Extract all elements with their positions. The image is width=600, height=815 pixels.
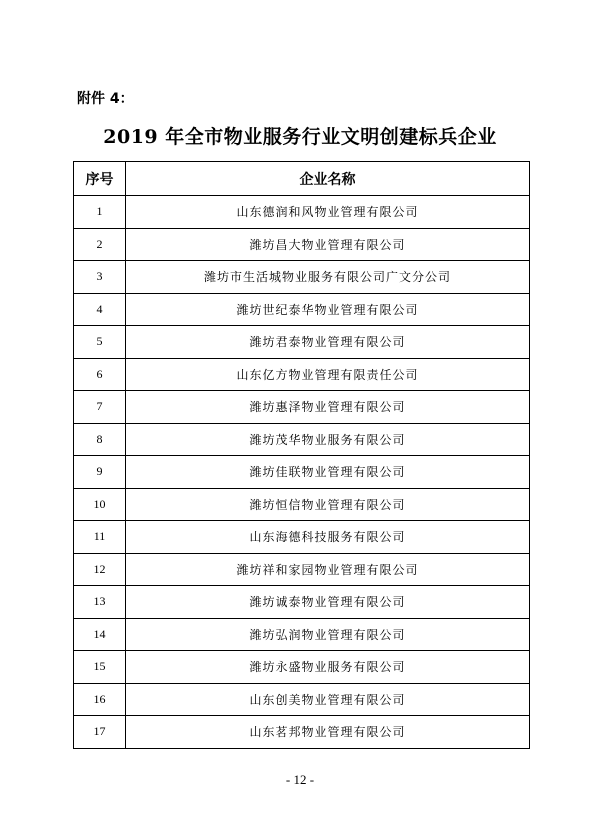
row-index: 15 — [74, 651, 126, 684]
table-row — [74, 261, 530, 294]
attachment-label: 附件 4： — [77, 91, 134, 107]
header-name: 企业名称 — [126, 162, 530, 196]
row-enterprise-name: 潍坊昌大物业管理有限公司 — [126, 228, 530, 261]
row-enterprise-name: 山东海德科技服务有限公司 — [126, 521, 530, 554]
row-enterprise-name: 潍坊弘润物业管理有限公司 — [126, 618, 530, 651]
row-enterprise-name: 潍坊佳联物业管理有限公司 — [126, 456, 530, 489]
row-enterprise-name: 山东创美物业管理有限公司 — [126, 683, 530, 716]
enterprise-table — [73, 161, 530, 749]
row-index: 11 — [74, 521, 126, 554]
table-row — [74, 391, 530, 424]
document-title: 2019 年全市物业服务行业文明创建标兵企业 — [103, 126, 497, 148]
row-enterprise-name: 潍坊茂华物业服务有限公司 — [126, 423, 530, 456]
table-row — [74, 358, 530, 391]
table-row — [74, 618, 530, 651]
row-enterprise-name: 潍坊市生活城物业服务有限公司广文分公司 — [126, 261, 530, 294]
row-index: 6 — [74, 358, 126, 391]
header-index: 序号 — [74, 162, 126, 196]
table-row — [74, 586, 530, 619]
row-index: 1 — [74, 196, 126, 229]
table-header-row — [74, 162, 530, 196]
table-row — [74, 553, 530, 586]
row-enterprise-name: 山东德润和风物业管理有限公司 — [126, 196, 530, 229]
row-enterprise-name: 潍坊祥和家园物业管理有限公司 — [126, 553, 530, 586]
row-index: 2 — [74, 228, 126, 261]
row-enterprise-name: 潍坊诚泰物业管理有限公司 — [126, 586, 530, 619]
row-enterprise-name: 潍坊世纪泰华物业管理有限公司 — [126, 293, 530, 326]
row-index: 7 — [74, 391, 126, 424]
table-row — [74, 326, 530, 359]
row-index: 3 — [74, 261, 126, 294]
table-row — [74, 651, 530, 684]
row-index: 10 — [74, 488, 126, 521]
table-row — [74, 488, 530, 521]
row-enterprise-name: 山东亿方物业管理有限责任公司 — [126, 358, 530, 391]
page-number: - 12 - — [285, 772, 315, 787]
row-index: 14 — [74, 618, 126, 651]
row-enterprise-name: 潍坊永盛物业服务有限公司 — [126, 651, 530, 684]
row-enterprise-name: 潍坊惠泽物业管理有限公司 — [126, 391, 530, 424]
row-index: 9 — [74, 456, 126, 489]
table-row — [74, 423, 530, 456]
row-index: 12 — [74, 553, 126, 586]
row-index: 16 — [74, 683, 126, 716]
table-row — [74, 228, 530, 261]
row-enterprise-name: 潍坊君泰物业管理有限公司 — [126, 326, 530, 359]
table-row — [74, 456, 530, 489]
table-row — [74, 521, 530, 554]
row-index: 5 — [74, 326, 126, 359]
row-enterprise-name: 潍坊恒信物业管理有限公司 — [126, 488, 530, 521]
row-index: 8 — [74, 423, 126, 456]
table-row — [74, 293, 530, 326]
table-row — [74, 196, 530, 229]
table-row — [74, 716, 530, 749]
row-index: 13 — [74, 586, 126, 619]
row-index: 17 — [74, 716, 126, 749]
row-index: 4 — [74, 293, 126, 326]
row-enterprise-name: 山东茗邦物业管理有限公司 — [126, 716, 530, 749]
table-row — [74, 683, 530, 716]
